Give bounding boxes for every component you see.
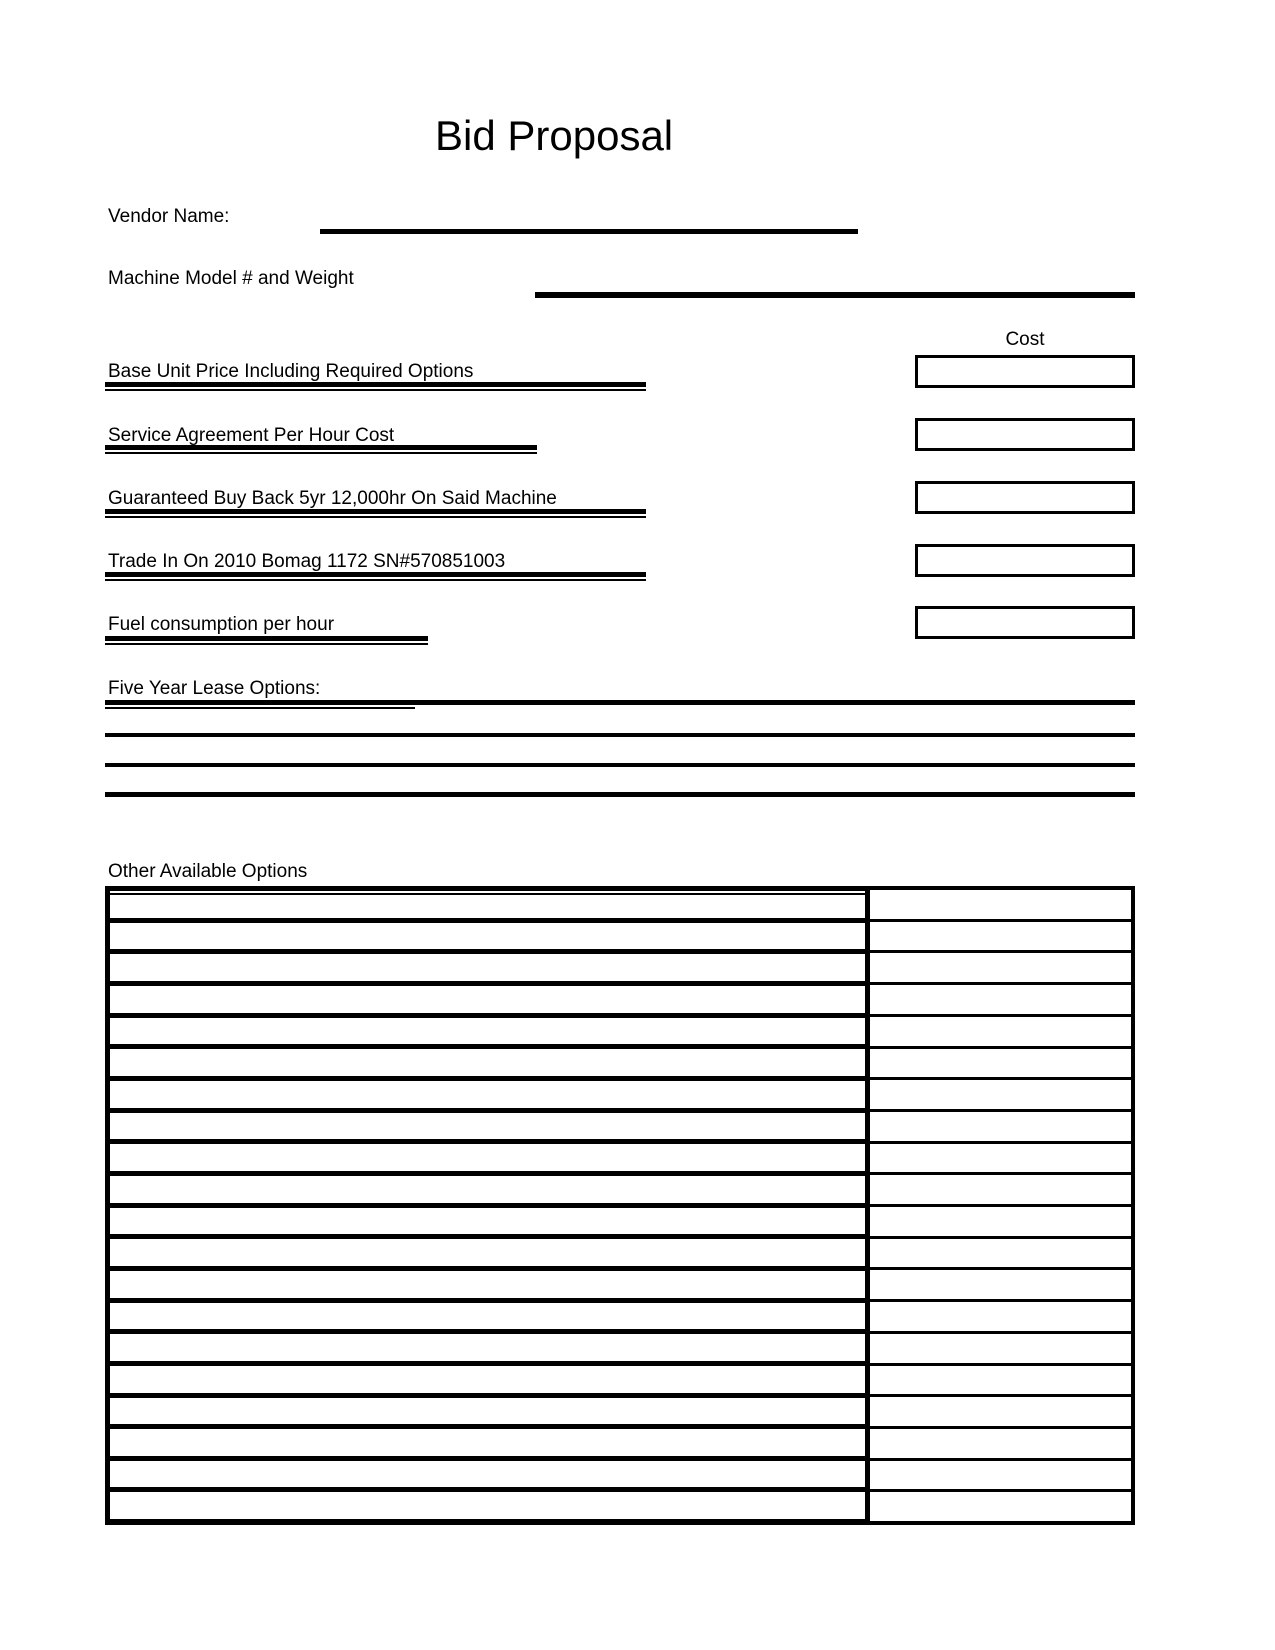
other-options-label: Other Available Options	[108, 861, 308, 882]
lease-options-blank-line-2[interactable]	[105, 733, 1135, 737]
option-cost-cell[interactable]	[870, 1366, 1131, 1398]
option-description-cell[interactable]	[110, 1461, 865, 1493]
fuel-consumption-label: Fuel consumption per hour	[108, 614, 335, 635]
option-description-cell[interactable]	[110, 1366, 865, 1398]
option-description-cell[interactable]	[110, 1271, 865, 1303]
fuel-consumption-cost-box[interactable]	[915, 606, 1135, 639]
option-cost-cell[interactable]	[870, 1175, 1131, 1207]
trade-in-underline	[105, 572, 646, 581]
vendor-name-blank-line[interactable]	[320, 229, 858, 234]
option-description-cell[interactable]	[110, 1049, 865, 1081]
option-cost-cell[interactable]	[870, 1397, 1131, 1429]
lease-options-blank-line-1[interactable]	[415, 700, 1135, 705]
option-cost-cell[interactable]	[870, 1144, 1131, 1176]
base-unit-price-cost-box[interactable]	[915, 355, 1135, 388]
option-cost-cell[interactable]	[870, 1207, 1131, 1239]
option-cost-cell[interactable]	[870, 985, 1131, 1017]
option-description-cell[interactable]	[110, 1144, 865, 1176]
option-description-cell[interactable]	[110, 1018, 865, 1050]
service-agreement-label: Service Agreement Per Hour Cost	[108, 425, 395, 446]
option-description-cell[interactable]	[110, 1429, 865, 1461]
guaranteed-buyback-cost-box[interactable]	[915, 481, 1135, 514]
option-cost-cell[interactable]	[870, 953, 1131, 985]
option-description-cell[interactable]	[110, 1113, 865, 1145]
option-cost-cell[interactable]	[870, 1302, 1131, 1334]
options-table-left-col	[105, 886, 870, 1525]
option-cost-cell[interactable]	[870, 922, 1131, 954]
option-cost-cell[interactable]	[870, 1080, 1131, 1112]
option-description-cell[interactable]	[110, 1492, 865, 1519]
base-unit-price-underline	[105, 382, 646, 391]
trade-in-label: Trade In On 2010 Bomag 1172 SN#570851003	[108, 551, 506, 572]
options-table-right-col	[870, 886, 1135, 1525]
option-cost-cell[interactable]	[870, 1270, 1131, 1302]
option-description-cell[interactable]	[110, 1398, 865, 1430]
option-description-cell[interactable]	[110, 891, 865, 923]
lease-options-label: Five Year Lease Options:	[108, 678, 321, 699]
service-agreement-cost-box[interactable]	[915, 418, 1135, 451]
option-description-cell[interactable]	[110, 1208, 865, 1240]
machine-model-label: Machine Model # and Weight	[108, 268, 354, 289]
machine-model-blank-line[interactable]	[535, 292, 1135, 298]
trade-in-cost-box[interactable]	[915, 544, 1135, 577]
vendor-name-label: Vendor Name:	[108, 206, 230, 227]
guaranteed-buyback-underline	[105, 509, 646, 518]
option-cost-cell[interactable]	[870, 1429, 1131, 1461]
lease-options-blank-line-4[interactable]	[105, 792, 1135, 797]
option-description-cell[interactable]	[110, 1303, 865, 1335]
option-description-cell[interactable]	[110, 923, 865, 955]
option-cost-cell[interactable]	[870, 1112, 1131, 1144]
option-cost-cell[interactable]	[870, 1017, 1131, 1049]
option-cost-cell[interactable]	[870, 1492, 1131, 1521]
lease-options-blank-line-3[interactable]	[105, 763, 1135, 767]
option-description-cell[interactable]	[110, 986, 865, 1018]
option-cost-cell[interactable]	[870, 890, 1131, 922]
option-cost-cell[interactable]	[870, 1049, 1131, 1081]
option-cost-cell[interactable]	[870, 1461, 1131, 1493]
option-cost-cell[interactable]	[870, 1239, 1131, 1271]
base-unit-price-label: Base Unit Price Including Required Options	[108, 361, 474, 382]
guaranteed-buyback-label: Guaranteed Buy Back 5yr 12,000hr On Said Machine	[108, 488, 557, 509]
option-description-cell[interactable]	[110, 954, 865, 986]
lease-options-underline	[105, 700, 415, 709]
option-cost-cell[interactable]	[870, 1334, 1131, 1366]
option-description-cell[interactable]	[110, 1176, 865, 1208]
cost-column-header: Cost	[1005, 329, 1045, 350]
other-options-table	[105, 886, 1135, 1525]
option-description-cell[interactable]	[110, 1081, 865, 1113]
option-description-cell[interactable]	[110, 1334, 865, 1366]
option-description-cell[interactable]	[110, 1239, 865, 1271]
page-title: Bid Proposal	[435, 112, 674, 159]
service-agreement-underline	[105, 445, 537, 454]
fuel-consumption-underline	[105, 636, 428, 645]
